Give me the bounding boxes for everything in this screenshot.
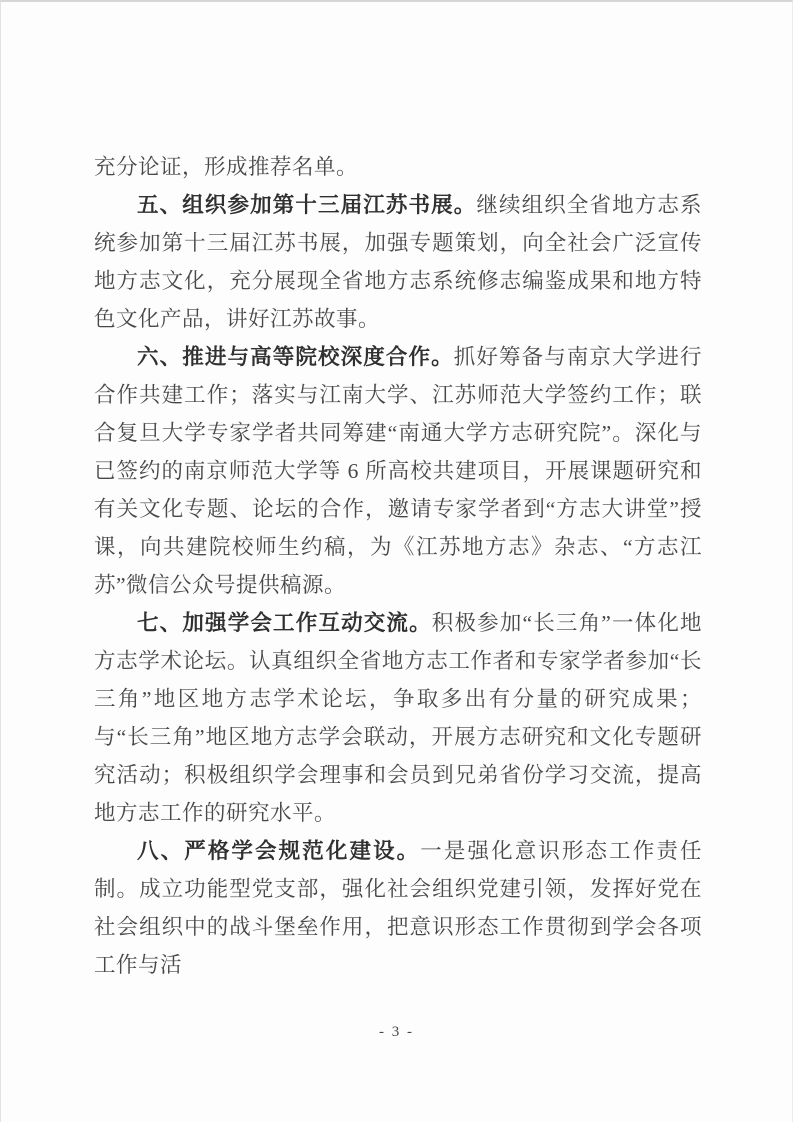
- paragraph: 五、组织参加第十三届江苏书展。继续组织全省地方志系统参加第十三届江苏书展，加强专题策划，向全社会广泛宣传地方志文化，充分展现全省地方志系统修志编鉴成果和地方特色文化产品，讲好江苏故事。: [94, 193, 702, 331]
- paragraph-heading: 七、加强学会工作互动交流。: [137, 611, 432, 635]
- paragraph: 七、加强学会工作互动交流。积极参加“长三角”一体化地方志学术论坛。认真组织全省地方志工作者和专家学者参加“长三角”地区地方志学术论坛，争取多出有分量的研究成果；与“长三角”地区地方志学会联动，开展方志研究和文化专题研究活动；积极组织学会理事和会员到兄弟省份学习交流，提高地方志工作的研究水平。: [94, 611, 702, 825]
- paragraph: 六、推进与高等院校深度合作。抓好筹备与南京大学进行合作共建工作；落实与江南大学、江苏师范大学签约工作；联合复旦大学专家学者共同筹建“南通大学方志研究院”。深化与已签约的南京师范大学等 6 所高校共建项目，开展课题研究和有关文化专题、论坛的合作，邀请专家学者到“方志大讲堂”授课，向共建院校师生约稿，为《江苏地方志》杂志、“方志江苏”微信公众号提供稿源。: [94, 345, 702, 597]
- page-number: - 3 -: [379, 1024, 414, 1040]
- paragraph-heading: 五、组织参加第十三届江苏书展。: [137, 193, 477, 217]
- paragraph: 充分论证，形成推荐名单。: [94, 155, 359, 179]
- document-body: [94, 148, 702, 984]
- paragraph-heading: 八、严格学会规范化建设。: [137, 839, 421, 863]
- paragraph-heading: 六、推进与高等院校深度合作。: [137, 345, 454, 369]
- paragraph: 八、严格学会规范化建设。一是强化意识形态工作责任制。成立功能型党支部，强化社会组织党建引领，发挥好党在社会组织中的战斗堡垒作用，把意识形态工作贯彻到学会各项工作与活: [94, 839, 702, 977]
